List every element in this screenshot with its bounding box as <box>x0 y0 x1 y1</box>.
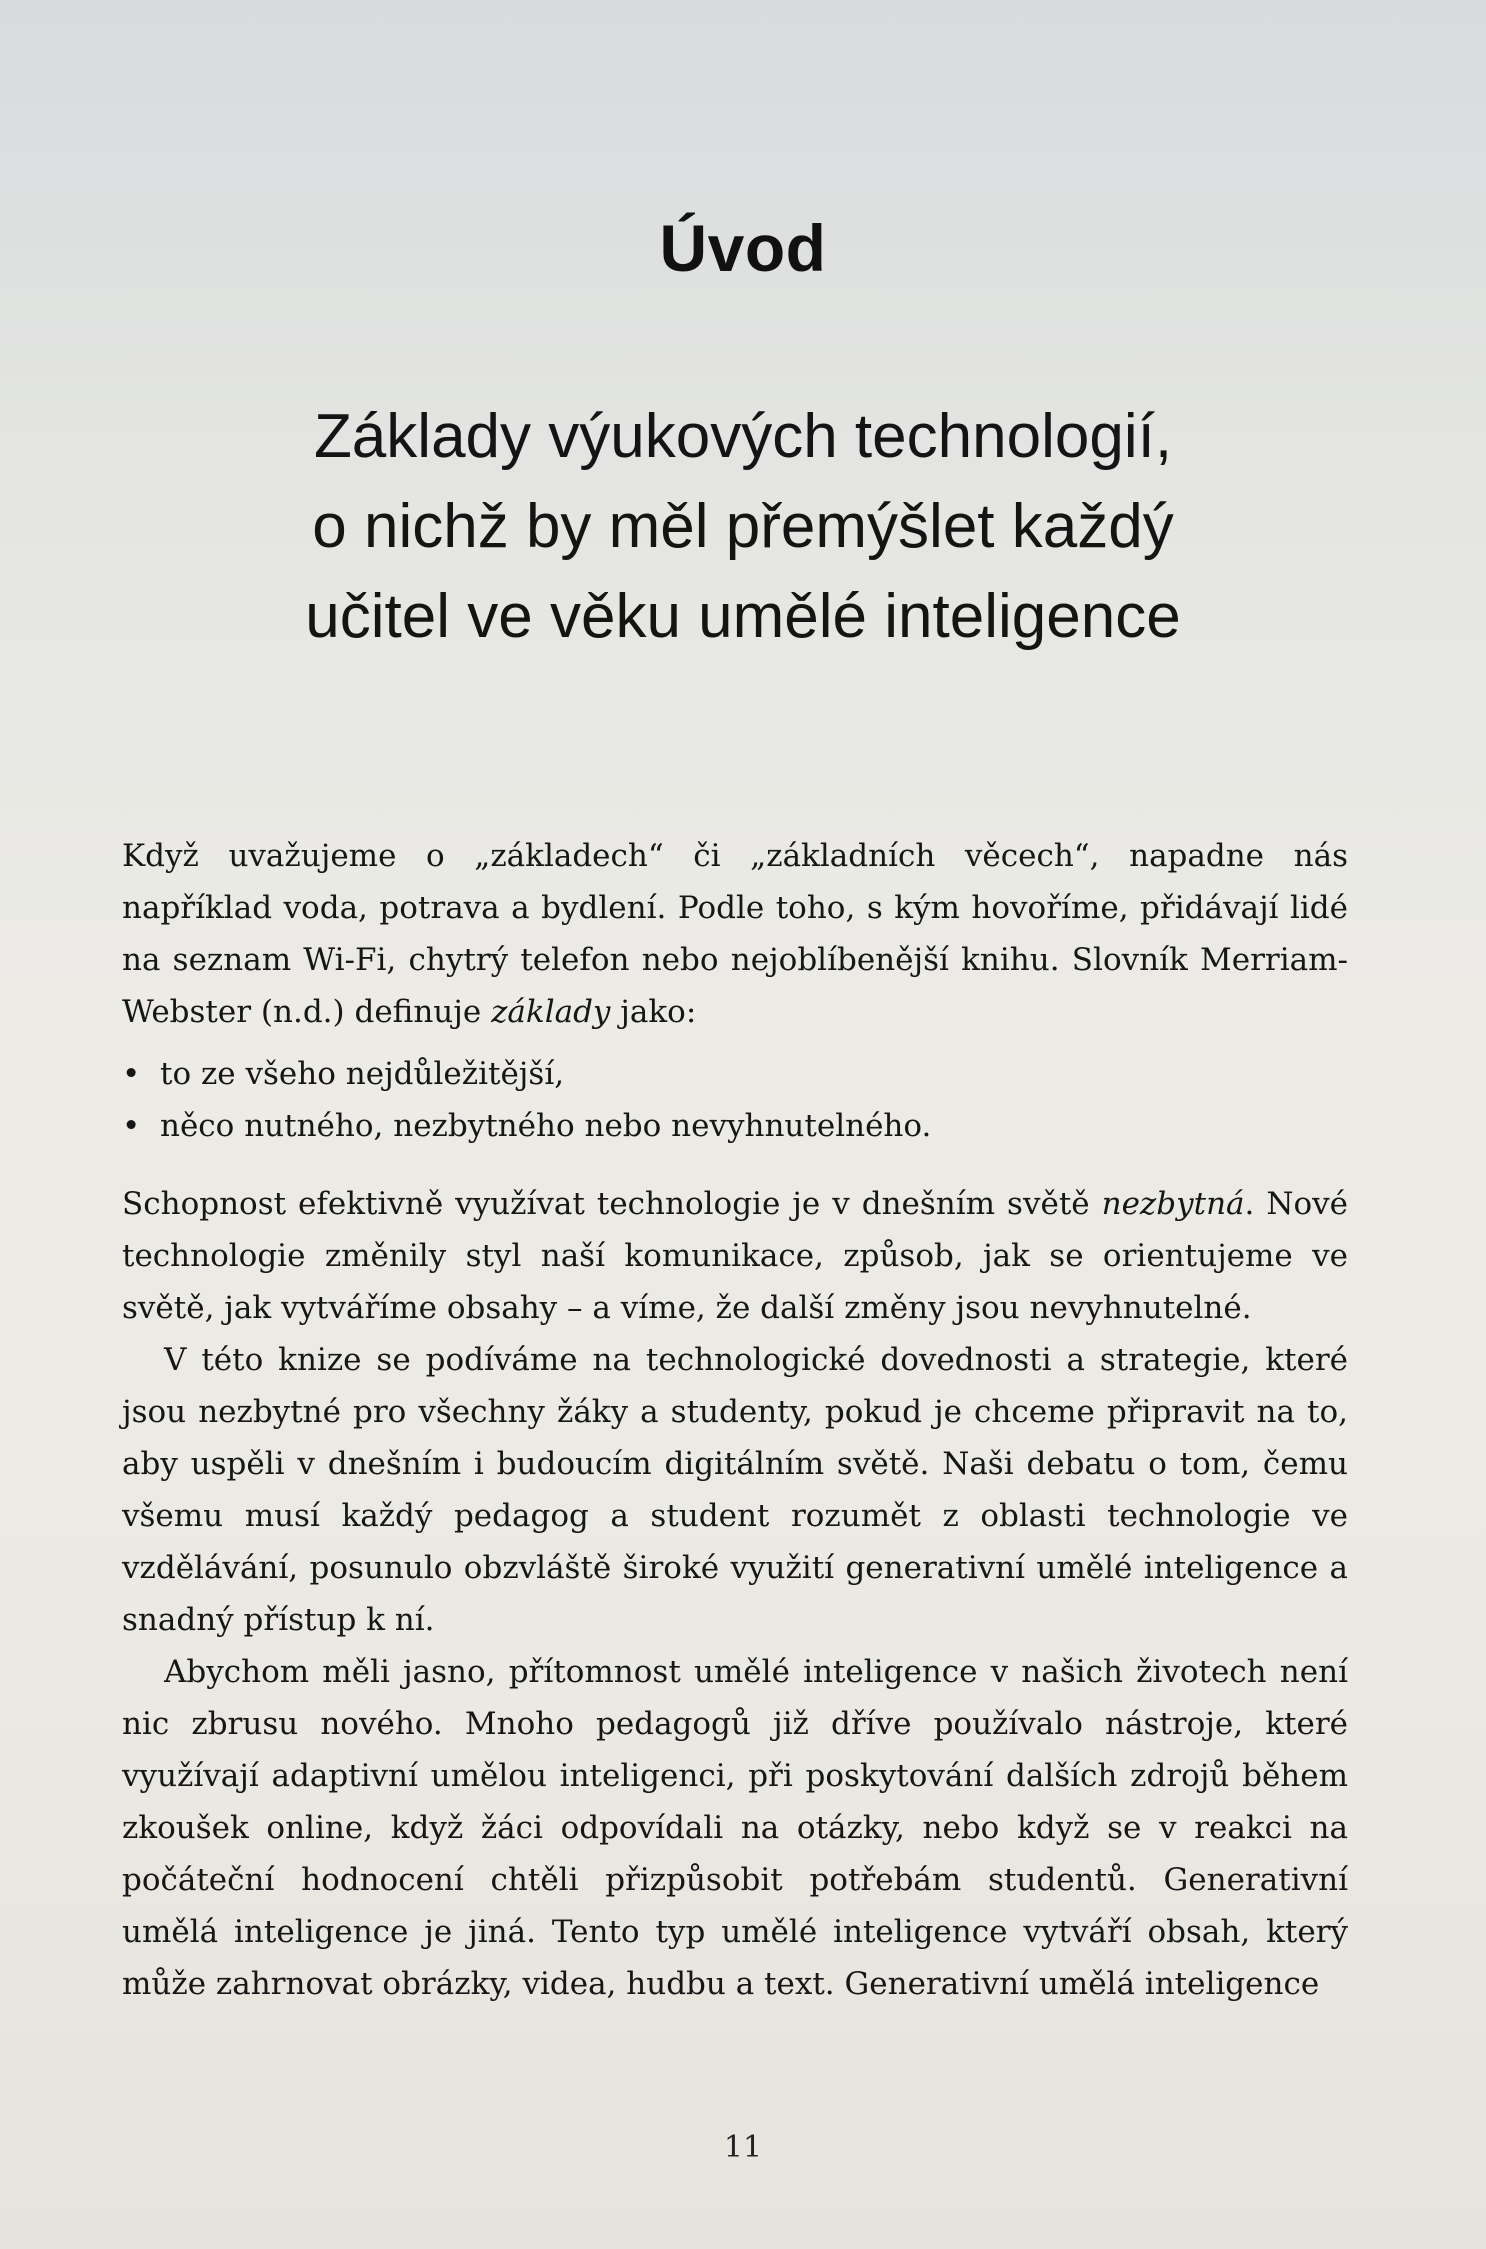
subtitle-line: o nichž by měl přemýšlet každý <box>312 492 1174 561</box>
emphasis-text: základy <box>491 994 611 1030</box>
paragraph-text: jako: <box>610 994 697 1030</box>
paragraph <box>122 830 1348 1038</box>
bullet-icon: • <box>122 1056 141 1092</box>
paragraph <box>122 1178 1348 1334</box>
subtitle-line: Základy výukových technologií, <box>313 402 1173 471</box>
paragraph: Abychom měli jasno, přítomnost umělé inteligence v našich životech není nic zbrusu nového. Mnoho pedagogů již dříve používalo nástroje, které využívají adaptivní umělou inteligenci, při poskytování dalších zdrojů během zkoušek online, když žáci odpovídali na otázky, nebo když se v reakci na počáteční hodnocení chtěli přizpůsobit potřebám studentů. Generativní umělá inteligence je jiná. Tento typ umělé inteligence vytváří obsah, který může zahrnovat obrázky, videa, hudbu a text. Generativní umělá inteligence <box>122 1654 1348 2002</box>
list-item <box>122 1100 1348 1152</box>
subtitle-line: učitel ve věku umělé inteligence <box>305 582 1181 651</box>
definition-list <box>122 1048 1348 1152</box>
paragraph-text: Schopnost efektivně využívat technologie je v dnešním světě <box>122 1186 1102 1222</box>
emphasis-text: nezbytná <box>1101 1186 1245 1222</box>
list-item-text: něco nutného, nezbytného nebo nevyhnutelného. <box>160 1108 932 1144</box>
page-number: 11 <box>723 2130 763 2165</box>
list-item <box>122 1048 1348 1100</box>
paragraph-text: Když uvažujeme o „základech“ či „základních věcech“, napadne nás například voda, potrava a bydlení. Podle toho, s kým hovoříme, přidávají lidé na seznam Wi-Fi, chytrý telefon nebo nejoblíbenější knihu. Slovník Merriam-Webster (n.d.) definuje <box>122 838 1348 1030</box>
bullet-icon: • <box>122 1108 141 1144</box>
list-item-text: to ze všeho nejdůležitější, <box>160 1056 565 1092</box>
paragraph-text: . Nové technologie změnily styl naší komunikace, způsob, jak se orientujeme ve světě, jak vytváříme obsahy – a víme, že další změny jsou nevyhnutelné. <box>122 1186 1349 1326</box>
chapter-title: Úvod <box>659 211 827 285</box>
chapter-subtitle <box>0 392 1486 662</box>
body-text <box>122 830 1348 2010</box>
paragraph: V této knize se podíváme na technologické dovednosti a strategie, které jsou nezbytné pro všechny žáky a studenty, pokud je chceme připravit na to, aby uspěli v dnešním i budoucím digitálním světě. Naši debatu o tom, čemu všemu musí každý pedagog a student rozumět z oblasti technologie ve vzdělávání, posunulo obzvláště široké využití generativní umělé inteligence a snadný přístup k ní. <box>122 1342 1348 1638</box>
